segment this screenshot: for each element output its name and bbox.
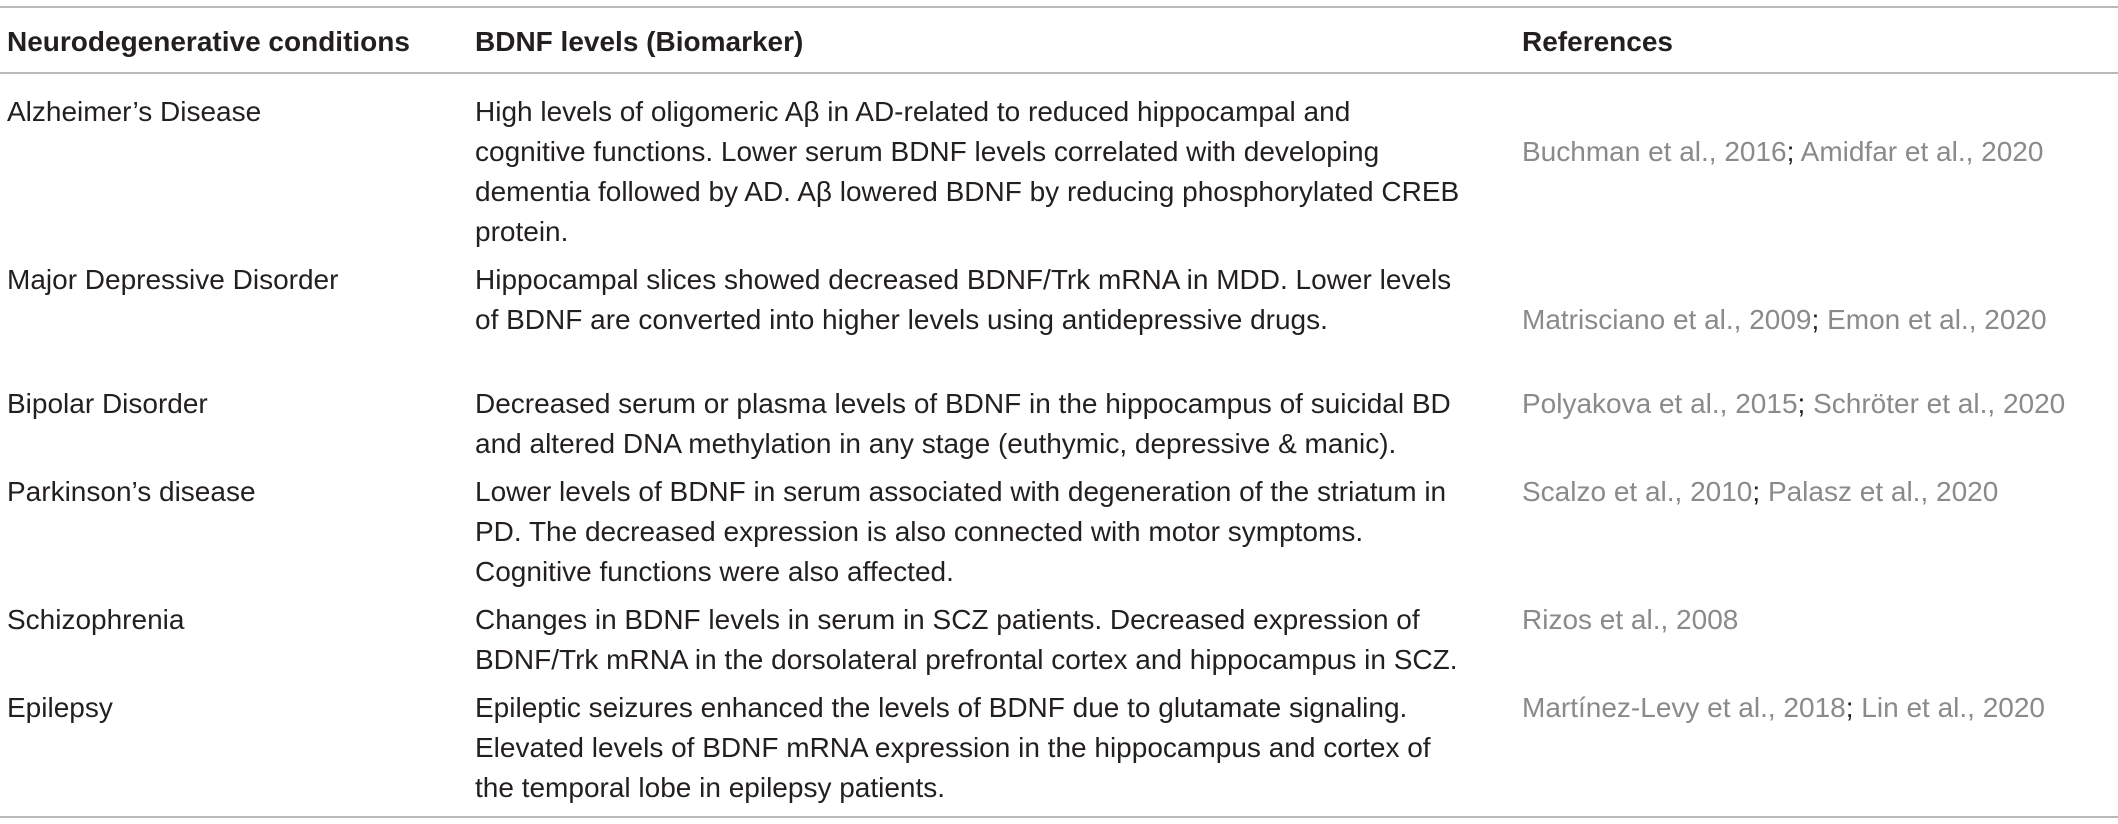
reference-link[interactable]: Scalzo et al., 2010 xyxy=(1522,476,1753,507)
reference-separator: ; xyxy=(1797,388,1814,419)
row-condition: Schizophrenia xyxy=(7,604,185,635)
header-condition: Neurodegenerative conditions xyxy=(7,26,410,57)
table-header-rule xyxy=(0,72,2118,74)
row-description-line: High levels of oligomeric Aβ in AD-related to reduced hippocampal and xyxy=(475,96,1351,127)
row-description-line: Decreased serum or plasma levels of BDNF in the hippocampus of suicidal BD xyxy=(475,388,1451,419)
reference-link[interactable]: Rizos et al., 2008 xyxy=(1522,604,1739,635)
row-references xyxy=(1522,688,2045,728)
reference-link[interactable]: Matrisciano et al., 2009 xyxy=(1522,304,1812,335)
row-description-line: PD. The decreased expression is also connected with motor symptoms. xyxy=(475,516,1364,547)
row-description-line: Lower levels of BDNF in serum associated with degeneration of the striatum in xyxy=(475,476,1447,507)
row-description-line: dementia followed by AD. Aβ lowered BDNF by reducing phosphorylated CREB xyxy=(475,176,1460,207)
row-condition: Parkinson’s disease xyxy=(7,476,256,507)
row-description-line: Cognitive functions were also affected. xyxy=(475,556,954,587)
row-description-line: Elevated levels of BDNF mRNA expression in the hippocampus and cortex of xyxy=(475,732,1431,763)
row-description-line: BDNF/Trk mRNA in the dorsolateral prefrontal cortex and hippocampus in SCZ. xyxy=(475,644,1458,675)
row-references xyxy=(1522,132,2043,172)
row-references xyxy=(1522,600,1738,640)
reference-link[interactable]: Amidfar et al., 2020 xyxy=(1800,136,2044,167)
row-references xyxy=(1522,384,2065,424)
row-description-line: protein. xyxy=(475,216,569,247)
reference-link[interactable]: Martínez-Levy et al., 2018 xyxy=(1522,692,1846,723)
reference-separator: ; xyxy=(1811,304,1828,335)
row-description-line: cognitive functions. Lower serum BDNF levels correlated with developing xyxy=(475,136,1380,167)
reference-link[interactable]: Polyakova et al., 2015 xyxy=(1522,388,1798,419)
row-condition: Bipolar Disorder xyxy=(7,388,208,419)
reference-link[interactable]: Schröter et al., 2020 xyxy=(1813,388,2066,419)
row-description-line: and altered DNA methylation in any stage (euthymic, depressive & manic). xyxy=(475,428,1397,459)
reference-separator: ; xyxy=(1786,136,1801,167)
reference-link[interactable]: Palasz et al., 2020 xyxy=(1767,476,1999,507)
row-condition: Epilepsy xyxy=(7,692,113,723)
row-description-line: Hippocampal slices showed decreased BDNF/Trk mRNA in MDD. Lower levels xyxy=(475,264,1452,295)
table-bottom-rule xyxy=(0,816,2118,818)
row-condition: Major Depressive Disorder xyxy=(7,264,339,295)
header-biomarker: BDNF levels (Biomarker) xyxy=(475,26,804,57)
row-description-line: Changes in BDNF levels in serum in SCZ patients. Decreased expression of xyxy=(475,604,1420,635)
row-condition: Alzheimer’s Disease xyxy=(7,96,262,127)
table-top-rule xyxy=(0,6,2118,8)
reference-link[interactable]: Emon et al., 2020 xyxy=(1827,304,2047,335)
row-description-line: of BDNF are converted into higher levels using antidepressive drugs. xyxy=(475,304,1328,335)
row-references xyxy=(1522,472,1998,512)
header-references: References xyxy=(1522,26,1673,57)
row-description-line: Epileptic seizures enhanced the levels of BDNF due to glutamate signaling. xyxy=(475,692,1408,723)
reference-separator: ; xyxy=(1752,476,1768,507)
row-references xyxy=(1522,300,2047,340)
reference-link[interactable]: Buchman et al., 2016 xyxy=(1522,136,1787,167)
reference-separator: ; xyxy=(1845,692,1862,723)
reference-link[interactable]: Lin et al., 2020 xyxy=(1861,692,2045,723)
row-description-line: the temporal lobe in epilepsy patients. xyxy=(475,772,946,803)
